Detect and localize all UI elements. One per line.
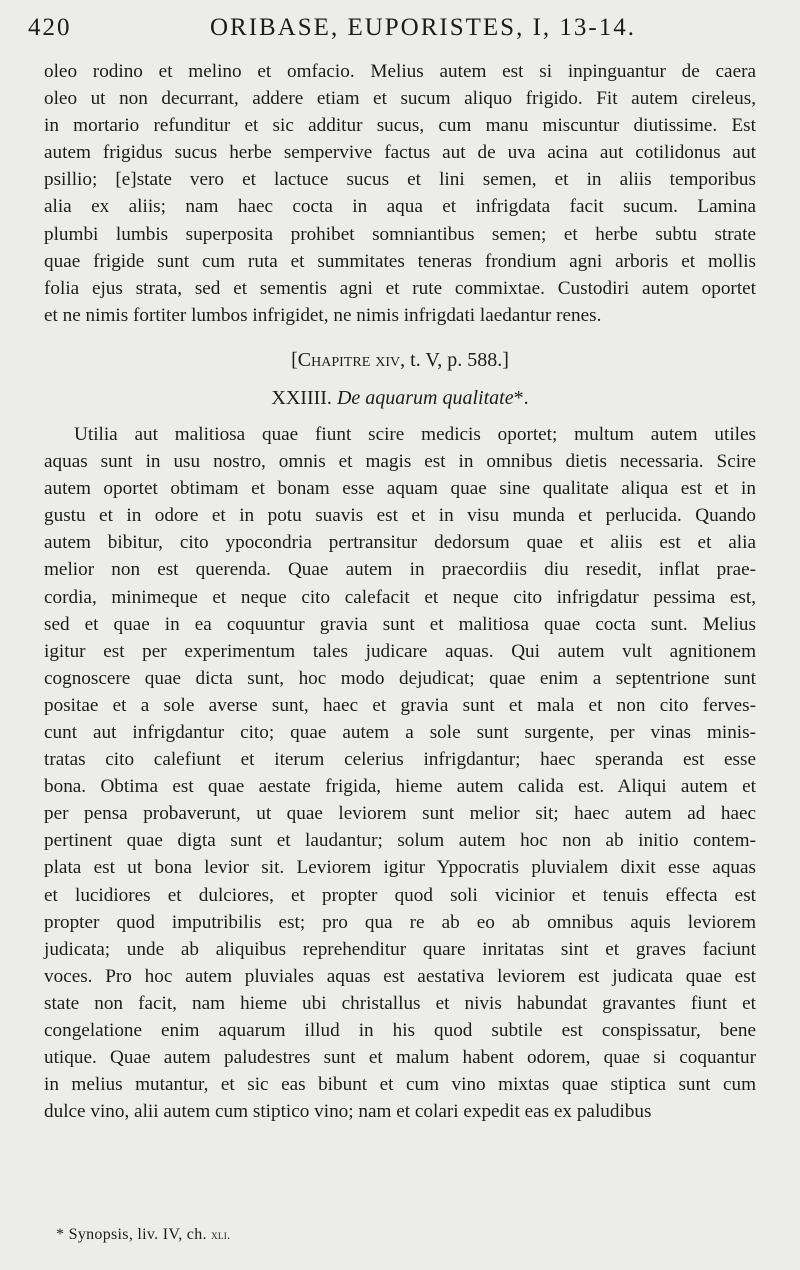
text-line: aquas sunt in usu nostro, omnis et magis est in omnibus dietis necessaria. Scire <box>44 451 756 473</box>
chapter-label: Chapitre xiv <box>297 348 401 371</box>
text-line: autem frigidus sucus herbe sempervive factus aut de uva acina aut cotilidonus aut <box>44 142 756 164</box>
text-line: oleo rodino et melino et omfacio. Melius autem est si inpinguantur de caera <box>44 61 756 82</box>
paragraph-main <box>44 421 756 1125</box>
chapter-reference: [Chapitre xiv, t. V, p. 588.] <box>291 348 509 371</box>
text-line: voces. Pro hoc autem pluviales aquas est aestativa leviorem est judicata quae est <box>44 965 756 987</box>
text-line: sed et quae in ea coquuntur gravia sunt et malitiosa quae cocta sunt. Melius <box>44 613 756 635</box>
footnote-chapter-ref: xli. <box>211 1227 231 1242</box>
text-line: state non facit, nam hieme ubi christallus et nivis habundat gravantes fiunt et <box>44 992 756 1014</box>
text-line: plumbi lumbis superposita prohibet somniantibus semen; et herbe subtu strate <box>44 223 756 245</box>
text-line: melior non est querenda. Quae autem in praecordiis diu resedit, inflat prae- <box>44 559 756 581</box>
text-line: in mortario refunditur et sic additur sucus, cum manu miscuntur diutissime. Est <box>44 115 756 137</box>
text-line: autem oportet obtimam et bonam esse aquam quae sine qualitate aliqua est et in <box>44 478 756 500</box>
text-line: in melius mutantur, et sic eas bibunt et cum vino mixtas quae stiptica sunt cum <box>44 1074 756 1096</box>
text-line: et lucidiores et dulciores, et propter quod soli vicinior et tenuis effecta est <box>44 884 756 906</box>
text-line: Utilia aut malitiosa quae fiunt scire medicis oportet; multum autem utiles <box>74 423 756 445</box>
text-line: et ne nimis fortiter lumbos infrigidet, ne nimis infrigdati laedantur renes. <box>44 304 602 326</box>
text-line: judicata; unde ab aliquibus reprehenditur quare inritatas sint et graves faciunt <box>44 938 756 960</box>
text-line: utique. Quae autem paludestres sunt et malum habent odorem, quae si coquantur <box>44 1047 756 1069</box>
page-body <box>44 58 756 1125</box>
footnote-marker-ref: *. <box>513 386 529 409</box>
text-line: propter quod imputribilis est; pro qua re ab eo ab omnibus aquis leviorem <box>44 911 756 933</box>
page-number: 420 <box>28 14 72 41</box>
running-title: ORIBASE, EUPORISTES, I, 13-14. <box>210 14 636 41</box>
text-line: bona. Obtima est quae aestate frigida, hieme autem calida est. Aliqui autem et <box>44 776 756 798</box>
paragraph-continuation <box>44 58 756 329</box>
text-line: dulce vino, alii autem cum stiptico vino; nam et colari expedit eas ex paludibus <box>44 1101 652 1123</box>
text-line: congelatione enim aquarum illud in his quod subtile est conspissatur, bene <box>44 1020 756 1041</box>
section-heading <box>44 385 756 415</box>
text-line: per pensa probaverunt, ut quae leviorem sunt melior sit; haec autem ad haec <box>44 803 756 825</box>
text-line: alia ex aliis; nam haec cocta in aqua et infrigdata facit sucum. Lamina <box>44 196 756 218</box>
section-title: De aquarum qualitate <box>336 386 514 409</box>
text-line: cordia, minimeque et neque cito calefacit et neque cito infrigdatur pessima est, <box>44 586 756 608</box>
text-line: quae frigide sunt cum ruta et summitates teneras frondium agni arboris et mollis <box>44 250 756 272</box>
page-header <box>28 14 778 54</box>
text-line: tratas cito calefiunt et iterum celerius infrigdantur; haec speranda est esse <box>44 749 756 771</box>
text-line: positae et a sole averse sunt, haec et gravia sunt et mala et non cito ferves- <box>44 694 756 716</box>
text-line: folia ejus strata, sed et sementis agni et rute commixtae. Custodiri autem oportet <box>44 277 756 299</box>
text-line: gustu et in odore et in potu suavis est et in visu munda et perlucida. Quando <box>44 505 756 527</box>
footnote-marker: * <box>56 1226 65 1243</box>
footnote <box>56 1226 231 1244</box>
text-line: cognoscere quae dicta sunt, hoc modo dejudicat; quae enim a septentrione sunt <box>44 667 756 689</box>
text-line: plata est ut bona levior sit. Leviorem igitur Yppocratis pluvialem dixit esse aquas <box>44 857 756 879</box>
text-line: cunt aut infrigdantur cito; quae autem a sole sunt surgente, per vinas minis- <box>44 721 756 743</box>
text-line: oleo ut non decurrant, addere etiam et sucum aliquo frigido. Fit autem cireleus, <box>44 88 756 110</box>
section-numeral: XXIIII. <box>271 386 332 409</box>
text-line: igitur est per experimentum tales judicare aquas. Qui autem vult agnitionem <box>44 640 756 662</box>
chapter-location: , t. V, p. 588. <box>400 348 503 371</box>
text-line: psillio; [e]state vero et lactuce sucus et lini semen, et in aliis temporibus <box>44 169 756 191</box>
text-line: autem bibitur, cito ypocondria pertransitur dedorsum quae et aliis est et alia <box>44 532 756 554</box>
text-line: pertinent quae digta sunt et laudantur; solum autem hoc non ab initio contem- <box>44 830 756 852</box>
footnote-text: Synopsis, liv. IV, ch. <box>68 1226 212 1243</box>
